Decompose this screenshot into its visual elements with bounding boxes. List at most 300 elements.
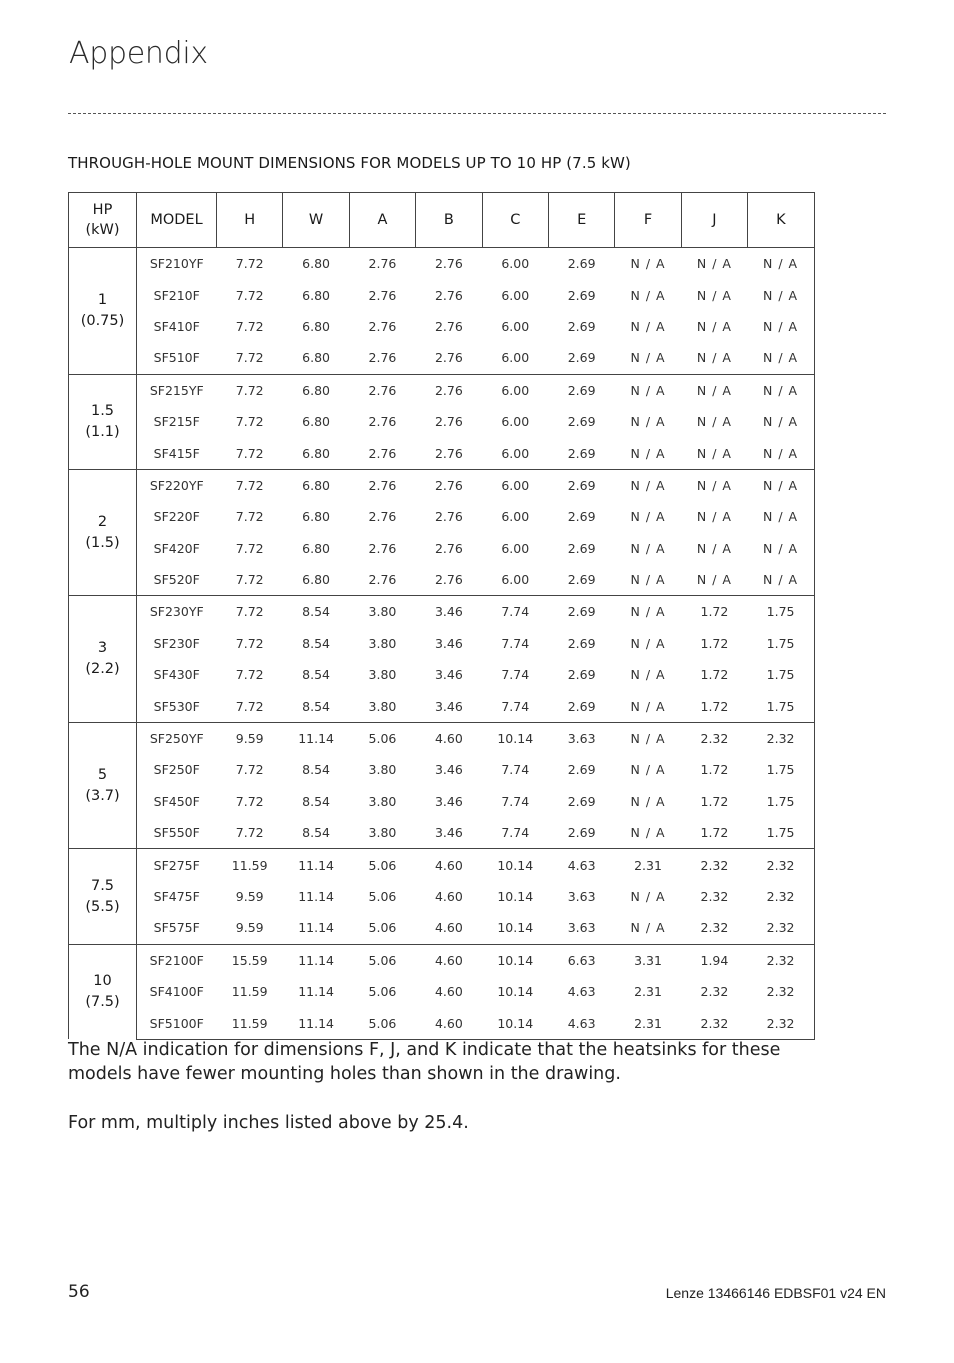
cell-f: N / A — [630, 920, 666, 936]
header-hp: HP — [92, 202, 113, 218]
cell-k: 2.32 — [748, 976, 814, 1007]
cell-e: 2.69 — [567, 698, 596, 714]
table-row — [69, 659, 815, 690]
cell-b: 2.76 — [434, 445, 463, 461]
cell-b: 4.60 — [434, 920, 463, 936]
cell-j: 1.72 — [700, 667, 729, 683]
dimensions-table — [68, 192, 815, 1040]
cell-c: 7.74 — [501, 667, 530, 683]
cell-f: N / A — [630, 318, 666, 334]
section-heading: THROUGH-HOLE MOUNT DIMENSIONS FOR MODELS UP TO 10 HP (7.5 kW) — [68, 154, 631, 172]
cell-w: 6.80 — [302, 445, 330, 461]
cell-model: SF215F — [153, 414, 200, 430]
cell-a: 3.80 — [368, 825, 397, 841]
cell-j: 2.32 — [700, 731, 729, 747]
cell-b: 2.76 — [434, 477, 463, 493]
cell-w: 11.14 — [298, 857, 334, 873]
cell-f: N / A — [630, 414, 666, 430]
cell-k: 1.75 — [748, 596, 814, 628]
cell-k: N / A — [748, 501, 814, 532]
cell-h: 11.59 — [217, 1007, 283, 1039]
cell-b: 4.60 — [434, 889, 463, 904]
cell-k: 2.32 — [748, 722, 814, 754]
cell-model: SF450F — [153, 793, 200, 809]
table-row — [69, 596, 815, 628]
cell-e: 2.69 — [567, 287, 596, 303]
cell-j: N / A — [696, 572, 732, 588]
table-header — [69, 193, 815, 248]
table-row — [69, 690, 815, 722]
cell-w: 11.14 — [283, 1007, 349, 1039]
hp-kw-cell — [69, 248, 137, 375]
cell-f: N / A — [630, 667, 666, 683]
cell-w: 8.54 — [302, 762, 330, 778]
cell-model: SF4100F — [149, 984, 204, 1000]
cell-b: 2.76 — [434, 318, 463, 334]
kw-value: (3.7) — [85, 787, 120, 804]
cell-w: 8.54 — [302, 635, 330, 651]
cell-h: 7.72 — [235, 825, 264, 841]
cell-model: SF530F — [153, 698, 200, 714]
cell-model: SF210F — [153, 287, 200, 303]
table-row — [69, 311, 815, 342]
cell-a: 2.76 — [368, 256, 397, 272]
cell-w: 6.80 — [302, 287, 330, 303]
table-row — [69, 437, 815, 469]
hp-kw-cell — [69, 596, 137, 723]
cell-model: SF475F — [153, 889, 200, 904]
cell-a: 2.76 — [368, 477, 397, 493]
hp-kw-cell — [69, 374, 137, 469]
cell-h: 7.72 — [235, 477, 264, 493]
cell-j: N / A — [696, 445, 732, 461]
cell-k: N / A — [748, 279, 814, 310]
cell-f: N / A — [630, 382, 666, 398]
cell-a: 5.06 — [368, 920, 397, 936]
cell-w: 8.54 — [302, 825, 330, 841]
cell-k: 1.75 — [748, 754, 814, 785]
cell-e: 2.69 — [567, 509, 596, 525]
table-row — [69, 786, 815, 817]
hp-group — [69, 596, 815, 723]
cell-h: 9.59 — [235, 889, 264, 904]
cell-b: 3.46 — [434, 635, 463, 651]
cell-model: SF230YF — [149, 604, 204, 620]
cell-model: SF210YF — [149, 256, 204, 272]
cell-model: SF520F — [153, 572, 200, 588]
cell-model: SF2100F — [149, 952, 204, 968]
cell-c: 6.00 — [501, 318, 530, 334]
cell-b: 4.60 — [434, 984, 463, 1000]
cell-a: 3.80 — [368, 793, 397, 809]
cell-f: N / A — [630, 731, 666, 747]
cell-a: 3.80 — [368, 667, 397, 683]
cell-w: 11.14 — [298, 984, 334, 1000]
hp-value: 10 — [93, 972, 112, 989]
cell-f: N / A — [630, 889, 666, 904]
hp-kw-cell — [69, 944, 137, 1039]
document-reference: Lenze 13466146 EDBSF01 v24 EN — [665, 1285, 886, 1301]
header-hp-kw — [69, 193, 137, 248]
cell-j: 1.72 — [700, 604, 729, 620]
cell-w: 6.80 — [302, 318, 330, 334]
cell-c: 6.00 — [501, 477, 530, 493]
cell-c: 6.00 — [501, 287, 530, 303]
cell-h: 9.59 — [235, 920, 264, 936]
cell-e: 3.63 — [567, 889, 596, 904]
cell-h: 7.72 — [235, 382, 264, 398]
header-h: H — [217, 193, 283, 248]
hp-value: 1.5 — [90, 402, 115, 419]
table-row — [69, 564, 815, 596]
cell-h: 11.59 — [231, 984, 268, 1000]
dashed-divider — [68, 113, 886, 114]
cell-c: 6.00 — [501, 445, 530, 461]
cell-w: 6.80 — [302, 509, 330, 525]
table-row — [69, 533, 815, 564]
cell-w: 8.54 — [302, 793, 330, 809]
kw-value: (7.5) — [85, 993, 120, 1010]
cell-a: 2.76 — [368, 445, 397, 461]
cell-h: 7.72 — [235, 698, 264, 714]
cell-model: SF550F — [153, 825, 200, 841]
cell-c: 7.74 — [501, 635, 530, 651]
cell-c: 6.00 — [501, 256, 530, 272]
cell-f: N / A — [630, 698, 666, 714]
hp-group — [69, 469, 815, 596]
cell-j: N / A — [696, 318, 732, 334]
cell-h: 7.72 — [235, 604, 264, 620]
cell-model: SF430F — [153, 667, 200, 683]
cell-c: 10.14 — [497, 857, 534, 873]
cell-c: 6.00 — [501, 382, 530, 398]
cell-w: 11.14 — [298, 731, 334, 747]
cell-b: 2.76 — [434, 572, 463, 588]
cell-f: N / A — [630, 350, 666, 366]
cell-w: 11.14 — [298, 952, 334, 968]
cell-a: 5.06 — [368, 984, 397, 1000]
cell-j: 2.32 — [700, 920, 729, 936]
table-row — [69, 881, 815, 912]
cell-e: 2.69 — [567, 825, 596, 841]
cell-e: 2.69 — [567, 350, 596, 366]
cell-e: 4.63 — [548, 1007, 614, 1039]
cell-j: 2.32 — [700, 984, 729, 1000]
cell-w: 6.80 — [302, 350, 330, 366]
kw-value: (0.75) — [80, 312, 125, 329]
cell-b: 2.76 — [434, 509, 463, 525]
cell-j: N / A — [696, 509, 732, 525]
cell-k: N / A — [748, 248, 814, 280]
na-footnote: The N/A indication for dimensions F, J, and K indicate that the heatsinks for these models have fewer mounting holes than shown in the drawing. — [68, 1040, 781, 1084]
header-model: MODEL — [137, 193, 217, 248]
kw-value: (1.5) — [85, 534, 120, 551]
cell-a: 5.06 — [349, 1007, 415, 1039]
cell-model: SF220YF — [149, 477, 204, 493]
cell-e: 2.69 — [567, 604, 596, 620]
hp-value: 7.5 — [90, 877, 115, 894]
table-row — [69, 628, 815, 659]
cell-c: 6.00 — [501, 414, 530, 430]
cell-b: 3.46 — [434, 604, 463, 620]
cell-e: 2.69 — [567, 445, 596, 461]
cell-w: 6.80 — [302, 414, 330, 430]
cell-f: N / A — [630, 604, 666, 620]
cell-j: 1.72 — [700, 635, 729, 651]
cell-k: 1.75 — [748, 786, 814, 817]
cell-e: 2.69 — [567, 256, 596, 272]
cell-a: 2.76 — [368, 414, 397, 430]
cell-k: 2.32 — [748, 912, 814, 944]
cell-k: 2.32 — [748, 881, 814, 912]
cell-e: 2.69 — [567, 667, 596, 683]
cell-a: 3.80 — [368, 698, 397, 714]
cell-c: 7.74 — [501, 604, 530, 620]
cell-model: SF250F — [153, 762, 200, 778]
cell-model: SF420F — [153, 540, 200, 556]
table-row — [69, 279, 815, 310]
page-number: 56 — [68, 1282, 90, 1302]
cell-e: 2.69 — [567, 318, 596, 334]
cell-model: SF415F — [153, 445, 200, 461]
cell-j: N / A — [696, 256, 732, 272]
cell-w: 6.80 — [302, 382, 330, 398]
header-j: J — [681, 193, 747, 248]
hp-value: 2 — [97, 513, 108, 530]
table-row — [69, 912, 815, 944]
cell-j: 1.94 — [700, 952, 729, 968]
table-row — [69, 849, 815, 881]
cell-k: 1.75 — [748, 659, 814, 690]
cell-b: 4.60 — [434, 857, 463, 873]
cell-f: N / A — [630, 287, 666, 303]
cell-j: N / A — [696, 540, 732, 556]
cell-a: 5.06 — [368, 889, 397, 904]
cell-c: 10.14 — [497, 889, 534, 904]
header-k: K — [748, 193, 814, 248]
cell-a: 5.06 — [368, 731, 397, 747]
cell-f: 2.31 — [615, 1007, 681, 1039]
cell-b: 2.76 — [434, 414, 463, 430]
cell-model: SF410F — [153, 318, 200, 334]
header-e: E — [548, 193, 614, 248]
cell-b: 3.46 — [434, 698, 463, 714]
cell-a: 3.80 — [368, 604, 397, 620]
cell-a: 2.76 — [368, 287, 397, 303]
cell-f: 2.31 — [634, 984, 662, 1000]
cell-f: N / A — [630, 509, 666, 525]
header-kw: (kW) — [85, 222, 120, 238]
cell-a: 5.06 — [368, 857, 397, 873]
cell-j: N / A — [696, 287, 732, 303]
table-row — [69, 944, 815, 976]
cell-f: N / A — [630, 572, 666, 588]
cell-w: 8.54 — [302, 698, 330, 714]
cell-j: 2.32 — [700, 889, 729, 904]
cell-j: 1.72 — [700, 762, 729, 778]
cell-f: N / A — [630, 256, 666, 272]
cell-k: 2.32 — [748, 1007, 814, 1039]
hp-value: 3 — [97, 640, 108, 657]
cell-b: 3.46 — [434, 667, 463, 683]
cell-k: 1.75 — [748, 690, 814, 722]
cell-a: 2.76 — [368, 350, 397, 366]
cell-a: 3.80 — [368, 762, 397, 778]
cell-h: 7.72 — [235, 762, 264, 778]
header-a: A — [349, 193, 415, 248]
cell-model: SF275F — [153, 857, 200, 873]
cell-a: 2.76 — [368, 572, 397, 588]
hp-group — [69, 722, 815, 849]
cell-w: 8.54 — [302, 667, 330, 683]
cell-e: 2.69 — [567, 793, 596, 809]
cell-k: N / A — [748, 342, 814, 374]
cell-h: 7.72 — [235, 414, 264, 430]
cell-e: 2.69 — [567, 414, 596, 430]
cell-c: 7.74 — [501, 762, 530, 778]
cell-b: 2.76 — [434, 382, 463, 398]
cell-j: N / A — [696, 414, 732, 430]
cell-a: 3.80 — [368, 635, 397, 651]
cell-e: 4.63 — [567, 984, 596, 1000]
header-f: F — [615, 193, 681, 248]
cell-f: N / A — [630, 635, 666, 651]
cell-b: 2.76 — [434, 287, 463, 303]
header-c: C — [482, 193, 548, 248]
cell-h: 7.72 — [235, 793, 264, 809]
table-row — [69, 817, 815, 849]
cell-b: 2.76 — [434, 350, 463, 366]
table-row — [69, 248, 815, 280]
cell-w: 6.80 — [302, 572, 330, 588]
cell-b: 4.60 — [434, 731, 463, 747]
cell-a: 2.76 — [368, 540, 397, 556]
cell-w: 6.80 — [302, 540, 330, 556]
table-row — [69, 406, 815, 437]
cell-b: 2.76 — [434, 540, 463, 556]
cell-model: SF230F — [153, 635, 200, 651]
cell-k: N / A — [748, 437, 814, 469]
cell-k: 1.75 — [748, 628, 814, 659]
cell-c: 7.74 — [501, 698, 530, 714]
cell-f: 3.31 — [634, 952, 662, 968]
cell-h: 7.72 — [235, 318, 264, 334]
cell-b: 3.46 — [434, 793, 463, 809]
cell-f: 2.31 — [634, 857, 662, 873]
table-row — [69, 976, 815, 1007]
cell-e: 2.69 — [567, 762, 596, 778]
cell-c: 7.74 — [501, 793, 530, 809]
cell-a: 2.76 — [368, 509, 397, 525]
cell-j: N / A — [696, 382, 732, 398]
cell-f: N / A — [630, 762, 666, 778]
cell-model: SF510F — [153, 350, 200, 366]
cell-model: SF215YF — [149, 382, 204, 398]
cell-h: 7.72 — [235, 445, 264, 461]
cell-f: N / A — [630, 793, 666, 809]
cell-a: 5.06 — [368, 952, 397, 968]
header-row — [69, 193, 815, 248]
cell-k: 2.32 — [748, 944, 814, 976]
cell-e: 2.69 — [567, 635, 596, 651]
cell-e: 3.63 — [567, 920, 596, 936]
hp-group — [69, 849, 815, 944]
cell-a: 2.76 — [368, 318, 397, 334]
cell-e: 6.63 — [567, 952, 596, 968]
cell-b: 3.46 — [434, 762, 463, 778]
hp-value: 5 — [97, 766, 108, 783]
page-title: Appendix — [69, 36, 208, 71]
cell-c: 6.00 — [501, 572, 530, 588]
cell-e: 2.69 — [567, 572, 596, 588]
hp-kw-cell — [69, 849, 137, 944]
header-w: W — [283, 193, 349, 248]
cell-c: 10.14 — [497, 920, 534, 936]
cell-e: 3.63 — [567, 731, 596, 747]
hp-group — [69, 374, 815, 469]
cell-k: N / A — [748, 469, 814, 501]
table-row — [69, 754, 815, 785]
cell-h: 7.72 — [235, 350, 264, 366]
table-row — [69, 342, 815, 374]
cell-k: 1.75 — [748, 817, 814, 849]
table-row — [69, 722, 815, 754]
cell-k: N / A — [748, 311, 814, 342]
cell-k: N / A — [748, 406, 814, 437]
cell-c: 7.74 — [501, 825, 530, 841]
cell-b: 2.76 — [434, 256, 463, 272]
cell-h: 7.72 — [235, 256, 264, 272]
cell-f: N / A — [630, 477, 666, 493]
cell-c: 10.14 — [497, 731, 534, 747]
cell-h: 9.59 — [235, 731, 264, 747]
cell-model: SF5100F — [137, 1007, 217, 1039]
cell-c: 10.14 — [497, 952, 534, 968]
cell-c: 6.00 — [501, 540, 530, 556]
hp-value: 1 — [97, 291, 108, 308]
cell-b: 4.60 — [434, 952, 463, 968]
cell-w: 6.80 — [302, 256, 330, 272]
cell-model: SF220F — [153, 509, 200, 525]
cell-k: N / A — [748, 533, 814, 564]
cell-w: 8.54 — [302, 604, 330, 620]
cell-w: 11.14 — [298, 889, 334, 904]
hp-group — [69, 944, 815, 1039]
cell-f: N / A — [630, 825, 666, 841]
cell-j: 1.72 — [700, 793, 729, 809]
cell-a: 2.76 — [368, 382, 397, 398]
cell-h: 7.72 — [235, 509, 264, 525]
kw-value: (1.1) — [85, 423, 120, 440]
cell-j: N / A — [696, 350, 732, 366]
cell-e: 2.69 — [567, 540, 596, 556]
cell-e: 2.69 — [567, 382, 596, 398]
mm-conversion-note: For mm, multiply inches listed above by 25.4. — [68, 1113, 469, 1133]
hp-kw-cell — [69, 469, 137, 596]
cell-w: 11.14 — [298, 920, 334, 936]
table-row — [69, 374, 815, 406]
table-row — [69, 1007, 815, 1039]
cell-j: 1.72 — [700, 698, 729, 714]
hp-group — [69, 248, 815, 375]
cell-j: N / A — [696, 477, 732, 493]
cell-e: 4.63 — [567, 857, 596, 873]
cell-k: 2.32 — [748, 849, 814, 881]
cell-j: 2.32 — [681, 1007, 747, 1039]
cell-w: 6.80 — [302, 477, 330, 493]
cell-e: 2.69 — [567, 477, 596, 493]
cell-h: 7.72 — [235, 287, 264, 303]
